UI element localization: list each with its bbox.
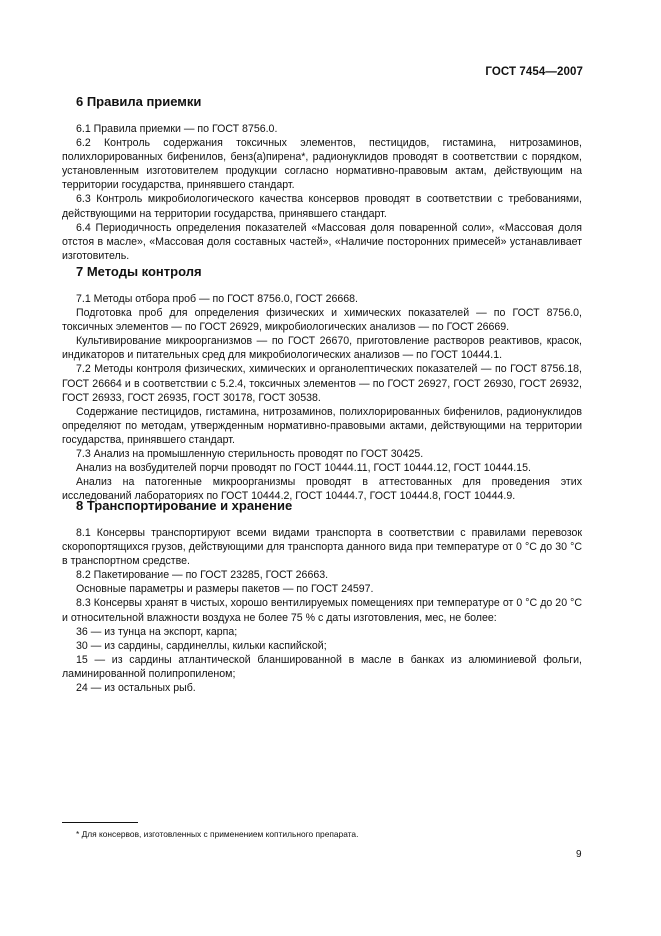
paragraph: 7.2 Методы контроля физических, химических и органолептических показателей — по ГОСТ 8756.18, ГОСТ 26664 и в соответствии с 5.2.4, токсичных элементов — по ГОСТ 26927, ГОСТ 26930, ГОСТ 26932, ГОСТ 26933, ГОСТ 26935, ГОСТ 30178, ГОСТ 30538. xyxy=(62,363,582,404)
list-item: 36 — из тунца на экспорт, карпа; xyxy=(76,625,238,638)
list-item: 30 — из сардины, сардинеллы, кильки каспийской; xyxy=(76,639,327,652)
section-7 xyxy=(62,264,582,503)
section-title: 6 Правила приемки xyxy=(76,94,202,109)
paragraph: Анализ на патогенные микроорганизмы проводят в аттестованных для проведения этих исследований лабораториях по ГОСТ 10444.2, ГОСТ 10444.7, ГОСТ 10444.8, ГОСТ 10444.9. xyxy=(62,476,582,503)
paragraph: Культивирование микроорганизмов — по ГОСТ 26670, приготовление растворов реактивов, красок, индикаторов и питательных сред для микробиологических анализов — по ГОСТ 10444.1. xyxy=(62,335,582,362)
section-title: 7 Методы контроля xyxy=(76,264,202,279)
paragraph: 7.3 Анализ на промышленную стерильность проводят по ГОСТ 30425. xyxy=(76,448,424,461)
section-title: 8 Транспортирование и хранение xyxy=(76,498,293,513)
paragraph: 8.3 Консервы хранят в чистых, хорошо вентилируемых помещениях при температуре от 0 °С до 20 °С и относительной влажности воздуха не более 75 % с даты изготовления, мес, не более: xyxy=(62,597,582,624)
paragraph: 6.1 Правила приемки — по ГОСТ 8756.0. xyxy=(76,123,278,135)
section-8 xyxy=(62,498,582,695)
paragraph: 7.1 Методы отбора проб — по ГОСТ 8756.0, ГОСТ 26668. xyxy=(76,293,359,305)
paragraph: 8.2 Пакетирование — по ГОСТ 23285, ГОСТ 26663. xyxy=(76,569,329,582)
paragraph: 8.1 Консервы транспортируют всеми видами транспорта в соответствии с правилами перевозок скоропортящихся грузов, действующими для транспорта данного вида при температуре от 0 °С до 30 °С в транспортном средстве. xyxy=(62,527,582,568)
list-item: 15 — из сардины атлантической бланшированной в масле в банках из алюминиевой фольги, ламинированной полипропиленом; xyxy=(62,653,582,680)
paragraph: Основные параметры и размеры пакетов — по ГОСТ 24597. xyxy=(76,583,374,596)
section-6 xyxy=(62,94,582,263)
paragraph: 6.4 Периодичность определения показателей «Массовая доля поваренной соли», «Массовая доля отстоя в масле», «Массовая доля составных частей», «Наличие посторонних примесей» устанавливает изготовитель. xyxy=(62,221,582,262)
document-header: ГОСТ 7454—2007 xyxy=(485,66,583,78)
list-item: 24 — из остальных рыб. xyxy=(76,682,196,695)
paragraph: 6.3 Контроль микробиологического качества консервов проводят в соответствии с требованиями, действующими на территории государства, принявшего стандарт. xyxy=(62,193,582,220)
footnote: * Для консервов, изготовленных с применением коптильного препарата. xyxy=(76,829,359,839)
paragraph: Подготовка проб для определения физических и химических показателей — по ГОСТ 8756.0, токсичных элементов — по ГОСТ 26929, микробиологических анализов — по ГОСТ 26669. xyxy=(62,307,582,334)
paragraph: Анализ на возбудителей порчи проводят по ГОСТ 10444.11, ГОСТ 10444.12, ГОСТ 10444.15. xyxy=(76,462,531,475)
footnote-divider xyxy=(62,822,138,823)
paragraph: Содержание пестицидов, гистамина, нитрозаминов, полихлорированных бифенилов, радионуклидов определяют по методам, утвержденным нормативно-правовыми актами, действующими на территории государства, принявшего стандарт. xyxy=(62,405,582,446)
paragraph: 6.2 Контроль содержания токсичных элементов, пестицидов, гистамина, нитрозаминов, полихлорированных бифенилов, бенз(а)пирена*, радионуклидов проводят в соответствии с порядком, установленным изготовителем продукции согласно нормативно-правовым актам, действующим на территории государства, принявшего стандарт. xyxy=(62,137,582,192)
page-number: 9 xyxy=(576,849,582,860)
